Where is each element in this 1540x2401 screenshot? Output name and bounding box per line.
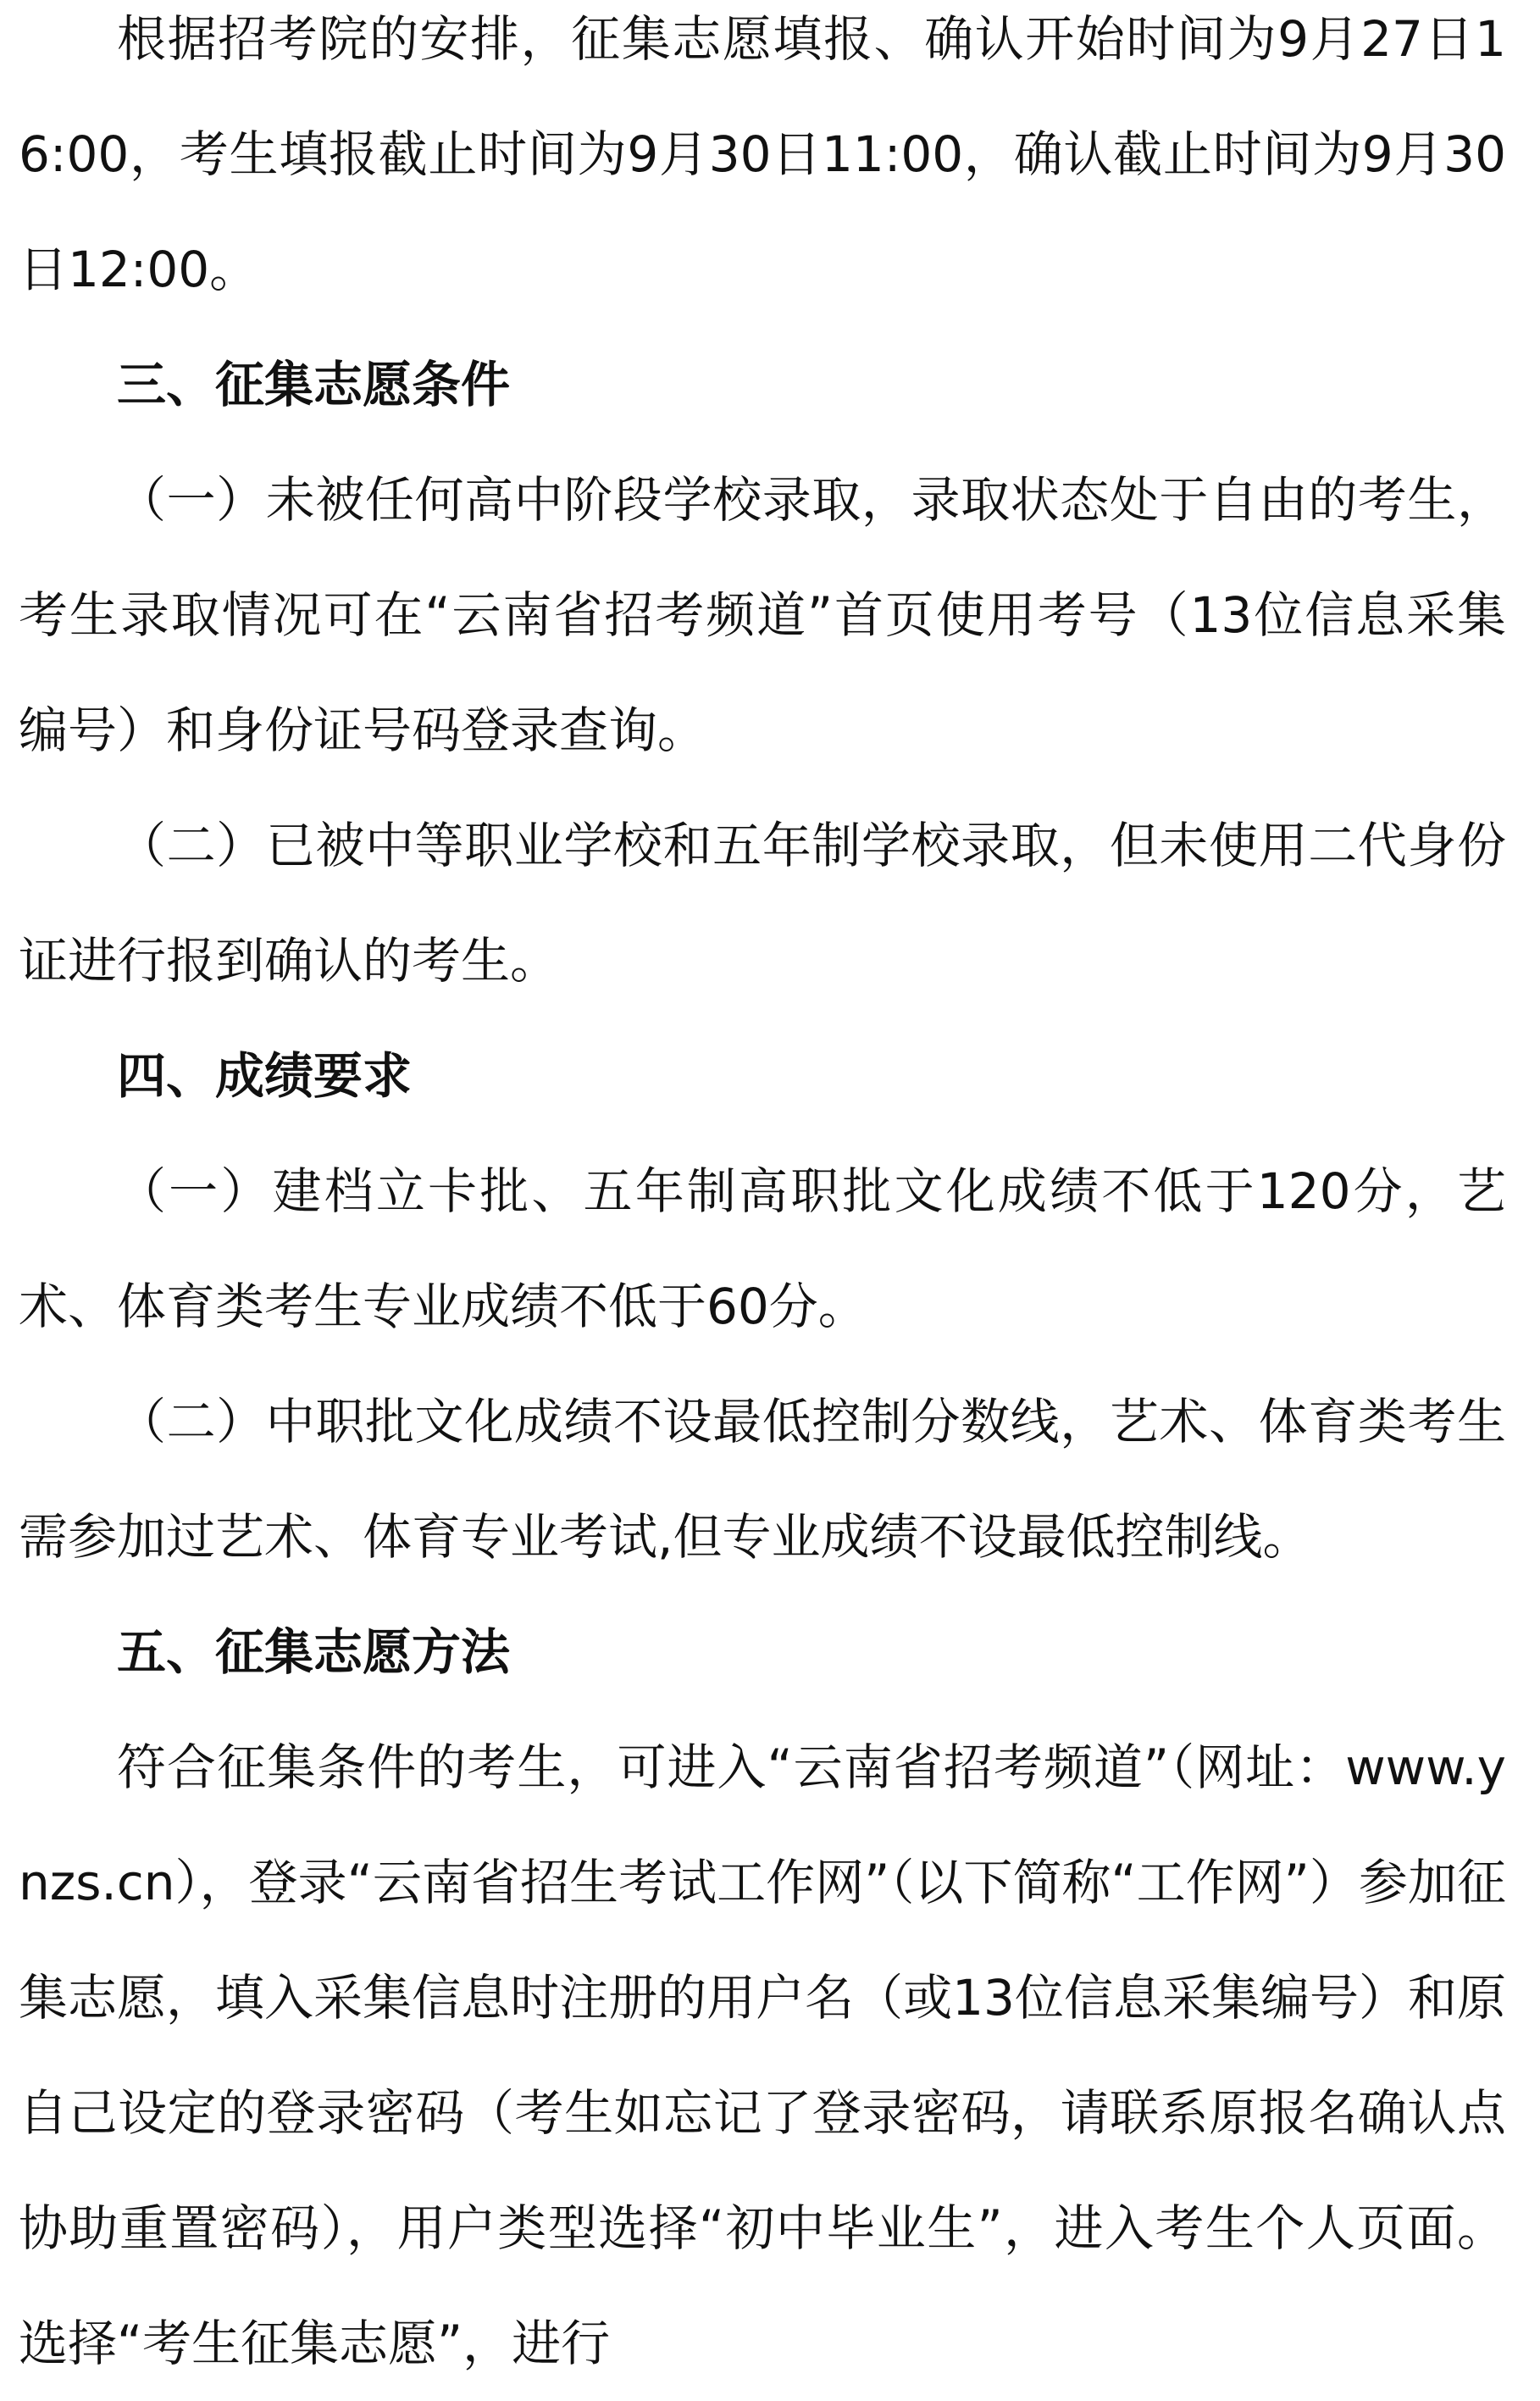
paragraph-condition-2: （二）已被中等职业学校和五年制学校录取，但未使用二代身份证进行报到确认的考生。 [19, 817, 1506, 990]
heading-section-3: 三、征集志愿条件 [117, 356, 511, 413]
paragraph-schedule: 根据招考院的安排，征集志愿填报、确认开始时间为9月27日16:00，考生填报截止时间为9月30日11:00，确认截止时间为9月30日12:00。 [19, 10, 1506, 298]
paragraph-method: 符合征集条件的考生，可进入“云南省招考频道”（网址：www.ynzs.cn），登录“云南省招生考试工作网”（以下简称“工作网”）参加征集志愿，填入采集信息时注册的用户名（或13位信息采集编号）和原自己设定的登录密码（考生如忘记了登录密码，请联系原报名确认点协助重置密码），用户类型选择“初中毕业生”，进入考生个人页面。选择“考生征集志愿”，进行 [19, 1738, 1506, 2372]
paragraph-condition-1: （一）未被任何高中阶段学校录取，录取状态处于自由的考生，考生录取情况可在“云南省招考频道”首页使用考号（13位信息采集编号）和身份证号码登录查询。 [19, 471, 1506, 759]
paragraph-score-1: （一）建档立卡批、五年制高职批文化成绩不低于120分，艺术、体育类考生专业成绩不低于60分。 [19, 1162, 1506, 1335]
heading-section-5: 五、征集志愿方法 [117, 1623, 511, 1681]
heading-section-4: 四、成绩要求 [117, 1047, 413, 1105]
paragraph-score-2: （二）中职批文化成绩不设最低控制分数线，艺术、体育类考生需参加过艺术、体育专业考试,但专业成绩不设最低控制线。 [19, 1393, 1506, 1566]
